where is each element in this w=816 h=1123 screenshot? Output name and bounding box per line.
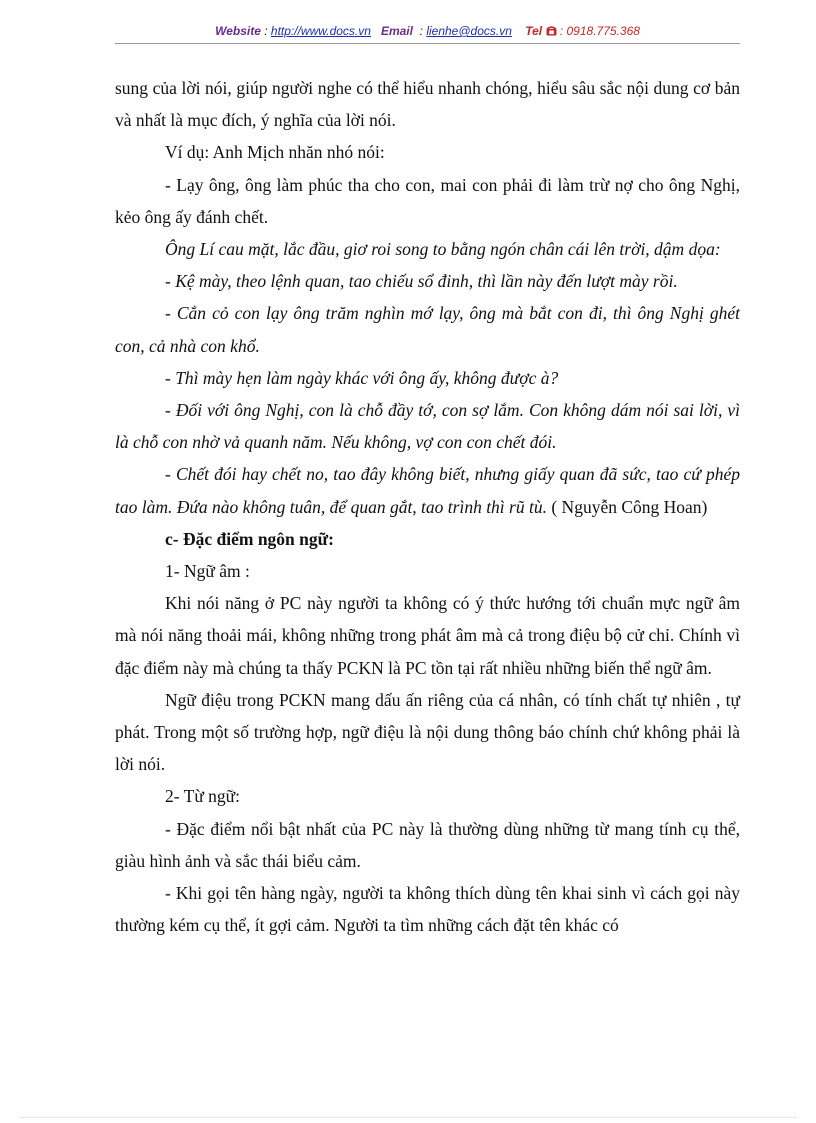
tel-label: Tel [525, 24, 543, 38]
subsection-heading: 1- Ngữ âm : [165, 561, 250, 582]
phone-icon [546, 24, 560, 38]
paragraph: Ngữ điệu trong PCKN mang dấu ấn riêng của cá nhân, có tính chất tự nhiên , tự phát. Trong một số trường hợp, ngữ điệu là nội dung thông báo chính chứ không phải là lời nói. [115, 689, 740, 775]
dialogue-line: - Kệ mày, theo lệnh quan, tao chiếu sổ đinh, thì lần này đến lượt mày rồi. [165, 271, 678, 292]
email-link[interactable]: lienhe@docs.vn [426, 24, 512, 38]
email-separator: : [416, 24, 427, 38]
email-label: Email [380, 24, 413, 38]
subsection-heading: 2- Từ ngữ: [165, 786, 241, 807]
footer-divider [20, 1117, 796, 1118]
dialogue-line: - Cắn cỏ con lạy ông trăm nghìn mớ lạy, ông mà bắt con đi, thì ông Nghị ghét con, cả nhà con khổ. [115, 303, 740, 356]
dialogue-line: - Đối với ông Nghị, con là chỗ đầy tớ, con sợ lắm. Con không dám nói sai lời, vì là chỗ con nhờ vả quanh năm. Nếu không, vợ con con chết đói. [115, 400, 740, 453]
website-separator: : [260, 24, 271, 38]
dialogue-line [115, 458, 740, 522]
narration-line: Ông Lí cau mặt, lắc đầu, giơ roi song to bằng ngón chân cái lên trời, dậm dọa: [165, 239, 721, 260]
source-citation: ( Nguyễn Công Hoan) [551, 496, 708, 517]
paragraph: - Khi gọi tên hàng ngày, người ta không thích dùng tên khai sinh vì cách gọi này thường kém cụ thể, ít gợi cảm. Người ta tìm những cách đặt tên khác có [115, 883, 740, 936]
example-intro: Ví dụ: Anh Mịch nhăn nhó nói: [165, 142, 385, 163]
website-link[interactable]: http://www.docs.vn [270, 24, 371, 38]
section-heading: c- Đặc điểm ngôn ngữ: [165, 528, 334, 549]
page-header [115, 24, 740, 44]
dialogue-text: - Chết đói hay chết no, tao đây không biết, nhưng giấy quan đã sức, tao cứ phép tao làm. Đứa nào không tuân, để quan gắt, tao trình thì rũ tù. [115, 464, 740, 517]
website-label: Website [215, 24, 261, 38]
tel-number: : 0918.775.368 [559, 24, 640, 38]
dialogue-line: - Lạy ông, ông làm phúc tha cho con, mai con phải đi làm trừ nợ cho ông Nghị, kẻo ông ấy đánh chết. [115, 174, 740, 227]
paragraph: Khi nói năng ở PC này người ta không có ý thức hướng tới chuẩn mực ngữ âm mà nói năng thoải mái, không những trong phát âm mà cả trong điệu bộ cử chỉ. Chính vì đặc điểm này mà chúng ta thấy PCKN là PC tồn tại rất nhiều những biến thể ngữ âm. [115, 593, 740, 678]
dialogue-line: - Thì mày hẹn làm ngày khác với ông ấy, không được à? [165, 367, 559, 388]
document-body [115, 72, 740, 941]
paragraph: sung của lời nói, giúp người nghe có thể hiểu nhanh chóng, hiểu sâu sắc nội dung cơ bản và nhất là mục đích, ý nghĩa của lời nói. [115, 78, 740, 131]
paragraph: - Đặc điểm nổi bật nhất của PC này là thường dùng những từ mang tính cụ thể, giàu hình ảnh và sắc thái biểu cảm. [115, 818, 740, 871]
